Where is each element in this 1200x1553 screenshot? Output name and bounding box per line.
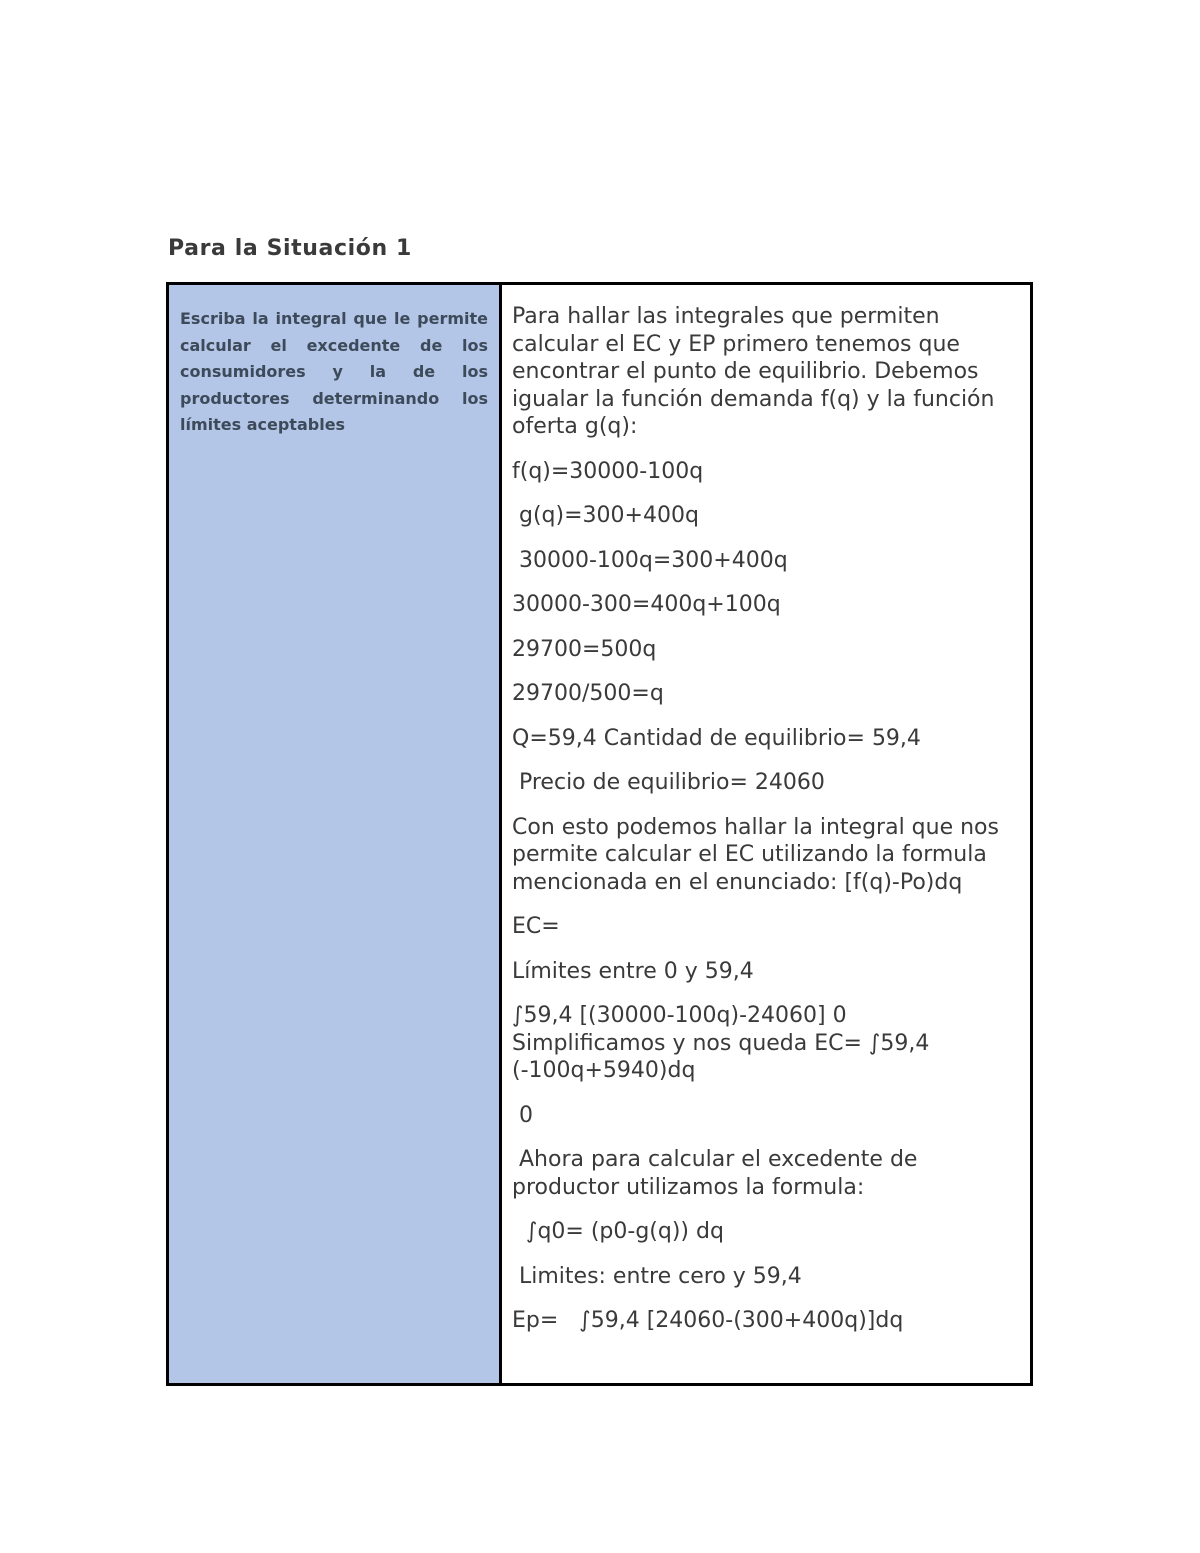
ec-lower-limit: 0 <box>512 1102 533 1128</box>
equation-step-1: 30000-300=400q+100q <box>512 592 781 617</box>
answer-intro: Para hallar las integrales que permiten calcular el EC y EP primero tenemos que encontrar el punto de equilibrio. Debemos igualar la función demanda f(q) y la función oferta g(q): <box>512 304 1002 439</box>
prompt-text: Escriba la integral que le permite calcular el excedente de los consumidores y la de los productores determinando los límites aceptables <box>180 309 488 434</box>
equation-supply: g(q)=300+400q <box>512 503 699 528</box>
situation-table <box>166 282 1033 1386</box>
section-title: Para la Situación 1 <box>168 236 412 261</box>
equation-demand: f(q)=30000-100q <box>512 458 704 484</box>
ep-limits: Limites: entre cero y 59,4 <box>512 1263 802 1289</box>
ec-integral: ∫59,4 [(30000-100q)-24060] 0 <box>512 1003 847 1028</box>
prompt-cell <box>169 285 502 1383</box>
ep-intro: Ahora para calcular el excedente de productor utilizamos la formula: <box>512 1147 925 1200</box>
ep-integral: Ep= ∫59,4 [24060-(300+400q)]dq <box>512 1308 904 1333</box>
equilibrium-price: Precio de equilibrio= 24060 <box>512 770 825 795</box>
ep-formula: ∫q0= (p0-g(q)) dq <box>512 1219 724 1244</box>
equation-step-3: 29700/500=q <box>512 681 664 706</box>
equilibrium-quantity: Q=59,4 Cantidad de equilibrio= 59,4 <box>512 725 921 751</box>
ec-intro: Con esto podemos hallar la integral que nos permite calcular el EC utilizando la formula mencionada en el enunciado: [f(q)-Po)dq <box>512 814 1006 895</box>
answer-cell <box>502 285 1030 1383</box>
ec-limits: Límites entre 0 y 59,4 <box>512 958 754 984</box>
equation-step-2: 29700=500q <box>512 636 657 662</box>
equation-equality: 30000-100q=300+400q <box>512 547 788 573</box>
ec-label: EC= <box>512 914 560 939</box>
ec-simplified: Simplificamos y nos queda EC= ∫59,4 (-100q+5940)dq <box>512 1030 937 1083</box>
